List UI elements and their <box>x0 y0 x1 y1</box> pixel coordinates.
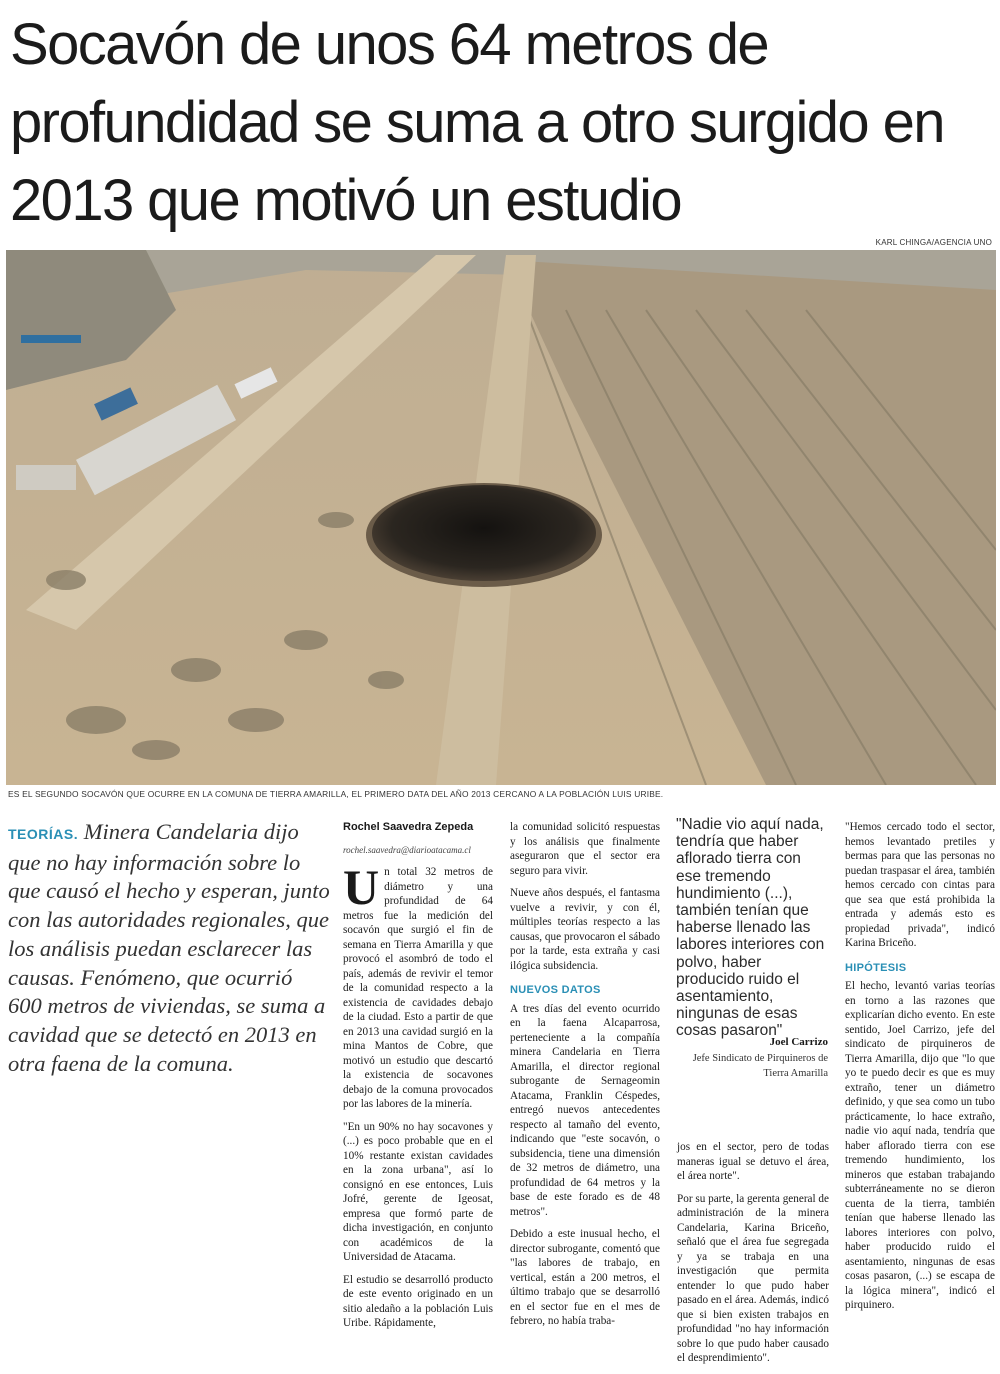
paragraph: Debido a este inusual hecho, el director subrogante, comentó que "las labores de trabajo, en vertical, están a 200 metros, el último trabajo que se desarrolló en el sector fue en el mes de febrero, no había traba- <box>510 1228 660 1327</box>
paragraph: "En un 90% no hay socavones y (...) es poco probable que en el 10% restante existan cavidades en la zona urbana", así lo consignó en ese entonces, Luis Jofré, gerente de Igeosat, empresa que formó parte de dicha investigación, en conjunto con académicos de la Universidad de Atacama. <box>343 1120 493 1263</box>
article-column-4 <box>845 820 995 1321</box>
article-column-3 <box>677 1140 829 1374</box>
byline-email: rochel.saavedra@diarioatacama.cl <box>343 844 471 855</box>
teaser-text: Minera Candelaria dijo que no hay información sobre lo que causó el hecho y esperan, junto con las autoridades regionales, que los análisis puedan esclarecer las causas. Fenómeno, que ocurrió 600 metros de viviendas, se suma a cavidad que se detectó en 2013 en otra faena de la comuna. <box>8 819 330 1076</box>
paragraph: n total 32 metros de diámetro y una profundidad de 64 metros fue la medición del socavón que surgió el fin de semana en Tierra Amarilla y que provocó el asombró de todo el país, además de revivir el temor de la comunidad respecto a la existencia de cavidades debajo de la ciudad. Esto a partir de que en 2013 una cavidad surgió en la mina Mantos de Cobre, que motivó un estudio que descartó la existencia de socavones debajo de la comuna provocados por las labores de la minería. <box>343 866 493 1110</box>
paragraph: jos en el sector, pero de todas maneras igual se detuvo el área, el área norte". <box>677 1141 829 1182</box>
quote-author: Joel Carrizo <box>769 1036 828 1048</box>
paragraph: la comunidad solicitó respuestas y los análisis que finalmente aseguraron que el sector era seguro para vivir. <box>510 821 660 877</box>
sinkhole-aerial-photo <box>6 250 996 785</box>
article-column-1 <box>343 820 493 1339</box>
dropcap: U <box>343 859 380 915</box>
photo-credit: KARL CHINGA/AGENCIA UNO <box>875 238 992 247</box>
photo-caption: ES EL SEGUNDO SOCAVÓN QUE OCURRE EN LA COMUNA DE TIERRA AMARILLA, EL PRIMERO DATA DEL AÑO 2013 CERCANO A LA POBLACIÓN LUIS URIBE. <box>8 789 664 799</box>
paragraph: "Hemos cercado todo el sector, hemos levantado pretiles y bermas para que las personas no puedan traspasar el área, también hemos cercado con cintas para que sea que está prohibida la entrada y además esto es propiedad privada", indicó Karina Briceño. <box>845 821 995 949</box>
paragraph: Por su parte, la gerenta general de administración de la minera Candelaria, Karina Briceño, señaló que el área fue segregada y ya se trabaja en una investigación que permita entender lo que pudo haber pasado en el área. Además, indicó que si bien existen trabajos en profundidad "no hay información sobre lo que pudo haber causado el desprendimiento". <box>677 1192 829 1364</box>
article-column-2 <box>510 820 660 1337</box>
pull-quote: "Nadie vio aquí nada, tendría que haber aflorado tierra con ese tremendo hundimiento (...), también tenían que haberse llenado las labores interiores con polvo, haber producido ruido el asentamiento, ningunas de esas cosas pasaron" <box>676 816 825 1040</box>
paragraph: Nueve años después, el fantasma vuelve a revivir, y con él, múltiples teorías respecto a las causas, que provocaron el sábado por la tarde, esta extraña y casi ilógica subsidencia. <box>510 887 660 972</box>
paragraph: El estudio se desarrolló producto de este evento originado en un sitio aledaño a la población Luis Uribe. Rápidamente, <box>343 1273 493 1329</box>
teaser <box>8 818 330 1078</box>
teaser-kicker: TEORÍAS. <box>8 826 79 842</box>
subhead-nuevos-datos: NUEVOS DATOS <box>510 984 601 996</box>
paragraph: El hecho, levantó varias teorías en torno a las razones que explicarían dicho evento. En este sentido, Joel Carrizo, jefe del sindicato de pirquineros de Tierra Amarilla, dijo que "lo que yo te puedo decir es que es muy extraño, tener un diámetro definido, y que sea como un tubo prácticamente, lo hace extraño, nadie vio aquí nada, tendría que haber aflorado tierra con ese tremendo hundimiento, los mineros que estaban trabajando subterráneamente no se dieron cuenta de la tierra, también tenían que haberse llenado las labores interiores con polvo, haber producido ruido el asentamiento, ningunas de esas cosas pasaron, (...) se escapa de la lógica minera", indicó el pirquinero. <box>845 980 995 1311</box>
headline: Socavón de unos 64 metros de profundidad se suma a otro surgido en 2013 que motivó un estudio <box>10 12 944 233</box>
quote-author-role: Jefe Sindicato de Pirquineros de Tierra Amarilla <box>692 1053 828 1079</box>
paragraph: A tres días del evento ocurrido en la faena Alcaparrosa, perteneciente a la compañía minera Candelaria en Tierra Amarilla, el director regional subrogante de Sernageomin Atacama, Franklin Céspedes, entregó nuevos antecedentes respecto al tamaño del evento, indicando que "este socavón, o subsidencia, tiene una dimensión de 32 metros de diámetro, una profundidad de 64 metros y la base de este forado es de 48 metros". <box>510 1002 660 1218</box>
subhead-hipotesis: HIPÓTESIS <box>845 961 907 974</box>
byline-name: Rochel Saavedra Zepeda <box>343 821 474 833</box>
